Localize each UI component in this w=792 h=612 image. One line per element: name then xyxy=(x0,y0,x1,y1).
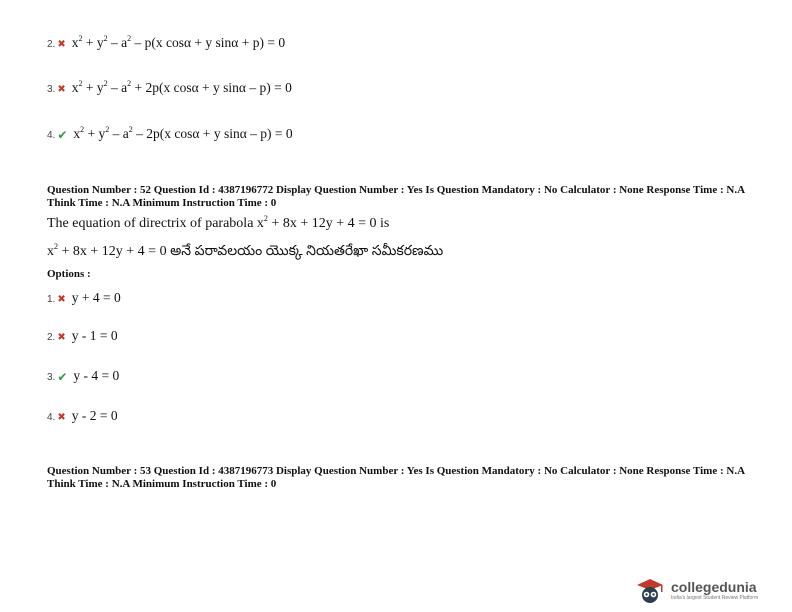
cross-icon: ✖ xyxy=(57,38,66,50)
cross-icon: ✖ xyxy=(57,331,66,343)
prev-option-2 xyxy=(47,36,285,50)
option-text: y - 4 = 0 xyxy=(73,368,120,383)
option-number: 2. xyxy=(47,331,56,343)
cross-icon: ✖ xyxy=(57,293,66,305)
question-52-text-english: The equation of directrix of parabola $x^2 + 8x + 12y + 4 = 0$ is xyxy=(47,214,390,231)
q52-option-4 xyxy=(47,409,118,423)
option-number: 2. xyxy=(47,38,56,50)
q52-option-2 xyxy=(47,329,118,343)
prev-option-4 xyxy=(47,127,293,141)
check-icon: ✔ xyxy=(57,369,68,384)
option-number: 4. xyxy=(47,411,56,423)
option-text: y + 4 = 0 xyxy=(71,290,121,305)
option-text: $x^2 + y^2 - a^2 - p(x$ cosα + y sinα + p) = 0 xyxy=(71,34,286,50)
option-number: 4. xyxy=(47,129,56,141)
option-text: y - 2 = 0 xyxy=(71,408,118,423)
option-number: 3. xyxy=(47,371,56,383)
prev-option-3 xyxy=(47,81,292,95)
options-label: Options : xyxy=(47,268,91,280)
cross-icon: ✖ xyxy=(57,83,66,95)
option-number: 3. xyxy=(47,83,56,95)
logo-name: collegedunia xyxy=(671,578,757,595)
check-icon: ✔ xyxy=(57,127,68,142)
option-text: y - 1 = 0 xyxy=(71,328,118,343)
q52-option-1 xyxy=(47,291,121,305)
logo-tagline: India's largest Student Review Platform xyxy=(671,594,759,601)
question-52-meta: Question Number : 52 Question Id : 4387196772 Display Question Number : Yes Is Question Mandatory : No Calculator : None Response Time : N.A Think Time : N.A Minimum Instruction Time : 0 xyxy=(47,184,745,209)
question-53-meta: Question Number : 53 Question Id : 4387196773 Display Question Number : Yes Is Question Mandatory : No Calculator : None Response Time : N.A Think Time : N.A Minimum Instruction Time : 0 xyxy=(47,465,745,490)
option-text: $x^2 + y^2 - a^2 - 2p(x$ cosα + y sinα – p) = 0 xyxy=(73,125,293,141)
cross-icon: ✖ xyxy=(57,411,66,423)
option-number: 1. xyxy=(47,293,56,305)
option-text: $x^2 + y^2 - a^2 + 2p(x$ cosα + y sinα – p) = 0 xyxy=(71,79,292,95)
collegedunia-logo xyxy=(633,576,758,604)
question-52-text-telugu: $x^2 + 8x + 12y + 4 = 0$ అనే పరావలయం యొక్క నియతరేఖా సమీకరణము xyxy=(47,242,444,259)
graduate-mascot-icon xyxy=(633,576,667,604)
q52-option-3 xyxy=(47,369,119,383)
